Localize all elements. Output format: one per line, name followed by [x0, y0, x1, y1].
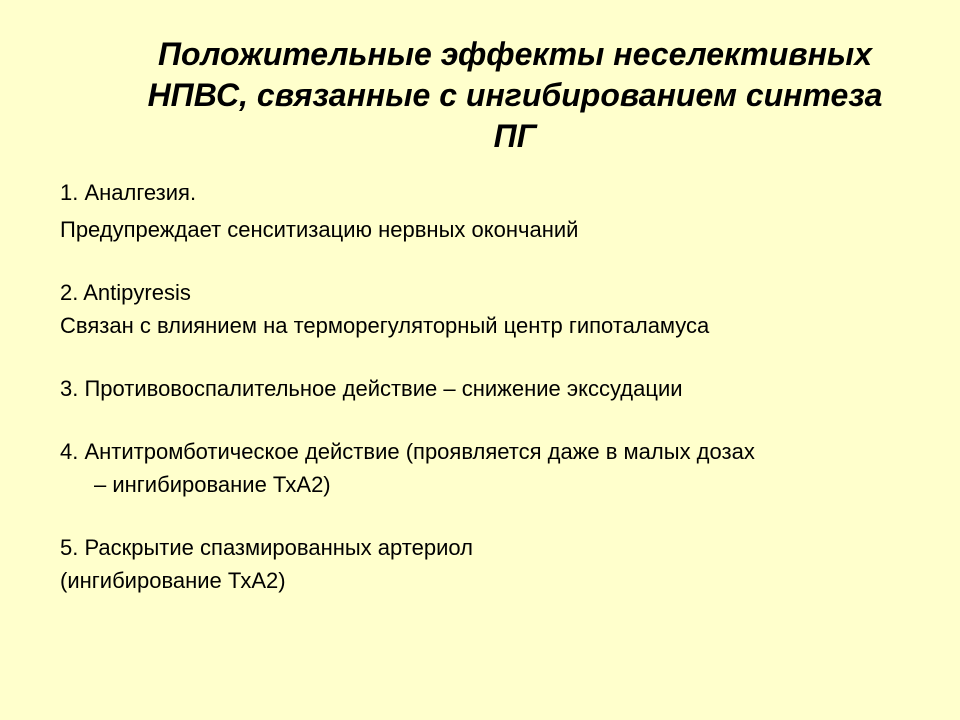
- effect-item-antipyresis: [60, 276, 940, 342]
- effect-heading: 3. Противовоспалительное действие – снижение экссудации: [60, 376, 683, 401]
- effect-continuation: – ингибирование ТхА2): [94, 472, 331, 497]
- title-line-2: НПВС, связанные с ингибированием синтеза: [147, 77, 883, 113]
- effects-list: [60, 176, 940, 597]
- effect-heading: 2. Antipyresis: [60, 280, 191, 305]
- effect-item-antithrombotic: [60, 435, 940, 501]
- effect-heading: 5. Раскрытие спазмированных артериол: [60, 535, 473, 560]
- effect-heading: 1. Аналгезия.: [60, 180, 197, 205]
- slide-title: [80, 34, 950, 157]
- effect-item-arteriole-dilation: [60, 531, 940, 597]
- effect-detail: Предупреждает сенситизацию нервных окончаний: [60, 217, 579, 242]
- effect-detail: (ингибирование ТхА2): [60, 568, 286, 593]
- effect-item-anti-inflammatory: [60, 372, 940, 405]
- effect-item-analgesia: [60, 176, 940, 246]
- effect-detail: Связан с влиянием на терморегуляторный центр гипоталамуса: [60, 313, 710, 338]
- title-line-1: Положительные эффекты неселективных: [157, 36, 873, 72]
- effect-heading: 4. Антитромботическое действие (проявляется даже в малых дозах: [60, 439, 755, 464]
- title-line-3: ПГ: [493, 118, 537, 154]
